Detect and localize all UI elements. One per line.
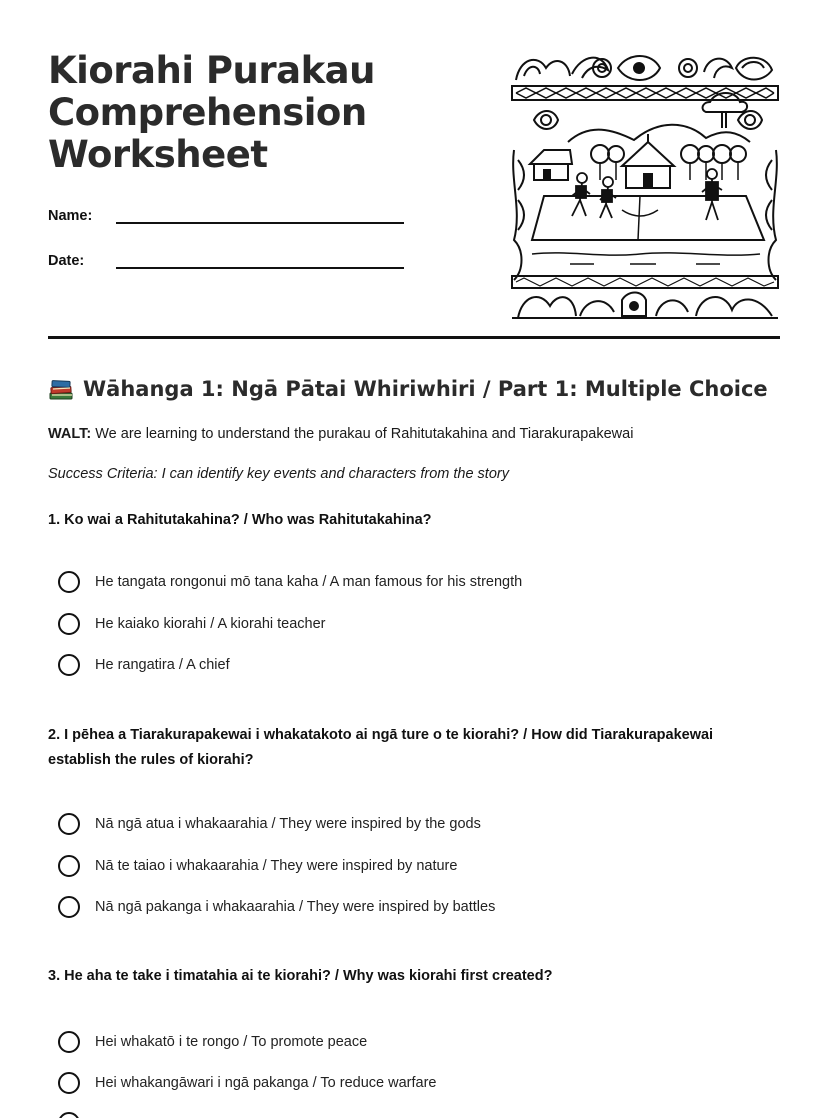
- section-title: Wāhanga 1: Ngā Pātai Whiriwhiri / Part 1: Multiple Choice: [83, 377, 768, 401]
- q3-option-b[interactable]: [58, 1070, 437, 1096]
- q3-option-c[interactable]: [58, 1110, 95, 1118]
- title-line: Kiorahi Purakau: [48, 49, 375, 92]
- option-label: Nā te taiao i whakaarahia / They were inspired by nature: [95, 858, 458, 874]
- option-label: Hei whakangāwari i ngā pakanga / To reduce warfare: [95, 1075, 437, 1091]
- top-ornament-band: [516, 56, 772, 80]
- worksheet-header: [48, 50, 780, 320]
- option-label: Hei whakatō i te rongo / To promote peace: [95, 1034, 368, 1050]
- page-title: [48, 50, 468, 176]
- title-line: Worksheet: [48, 133, 268, 176]
- q3-option-a[interactable]: [58, 1029, 367, 1055]
- question-1: 1. Ko wai a Rahitutakahina? / Who was Rahitutakahina?: [48, 512, 432, 528]
- walt-statement: [48, 424, 788, 444]
- radio-button[interactable]: [58, 1112, 80, 1118]
- option-label: He tangata rongonui mō tana kaha / A man famous for his strength: [95, 574, 523, 590]
- date-line[interactable]: [116, 247, 404, 269]
- q1-option-a[interactable]: [58, 569, 522, 595]
- section-heading: [48, 372, 788, 406]
- radio-button[interactable]: [58, 654, 80, 676]
- section-part-1: [48, 372, 788, 484]
- kiorahi-illustration: [510, 50, 780, 320]
- q2-option-b[interactable]: [58, 853, 457, 879]
- date-field[interactable]: [48, 247, 404, 269]
- success-criteria: Success Criteria: I can identify key events and characters from the story: [48, 466, 509, 482]
- option-label: He kaiako kiorahi / A kiorahi teacher: [95, 616, 326, 632]
- radio-button[interactable]: [58, 813, 80, 835]
- header-divider: [48, 336, 780, 339]
- q1-option-b[interactable]: [58, 611, 326, 637]
- radio-button[interactable]: [58, 1072, 80, 1094]
- name-label: Name:: [48, 208, 93, 224]
- q2-option-a[interactable]: [58, 811, 481, 837]
- name-line[interactable]: [116, 202, 404, 224]
- radio-button[interactable]: [58, 1031, 80, 1053]
- q2-option-c[interactable]: [58, 894, 495, 920]
- q1-option-c[interactable]: [58, 652, 230, 678]
- walt-label: WALT:: [48, 426, 92, 442]
- question-2: 2. I pēhea a Tiarakurapakewai i whakatakoto ai ngā ture o te kiorahi? / How did Tiarakurapakewai establish the rules of kiorahi?: [48, 727, 714, 768]
- question-3: 3. He aha te take i timatahia ai te kiorahi? / Why was kiorahi first created?: [48, 968, 553, 984]
- option-label: Nā ngā atua i whakaarahia / They were inspired by the gods: [95, 816, 481, 832]
- walt-text: We are learning to understand the purakau of Rahitutakahina and Tiarakurapakewai: [91, 426, 634, 442]
- radio-button[interactable]: [58, 613, 80, 635]
- option-label: He rangatira / A chief: [95, 657, 230, 673]
- radio-button[interactable]: [58, 896, 80, 918]
- date-label: Date:: [48, 253, 85, 269]
- name-field[interactable]: [48, 202, 404, 224]
- title-line: Comprehension: [48, 91, 367, 134]
- option-label: Nā ngā pakanga i whakaarahia / They were inspired by battles: [95, 899, 496, 915]
- radio-button[interactable]: [58, 855, 80, 877]
- books-icon: [48, 376, 74, 402]
- radio-button[interactable]: [58, 571, 80, 593]
